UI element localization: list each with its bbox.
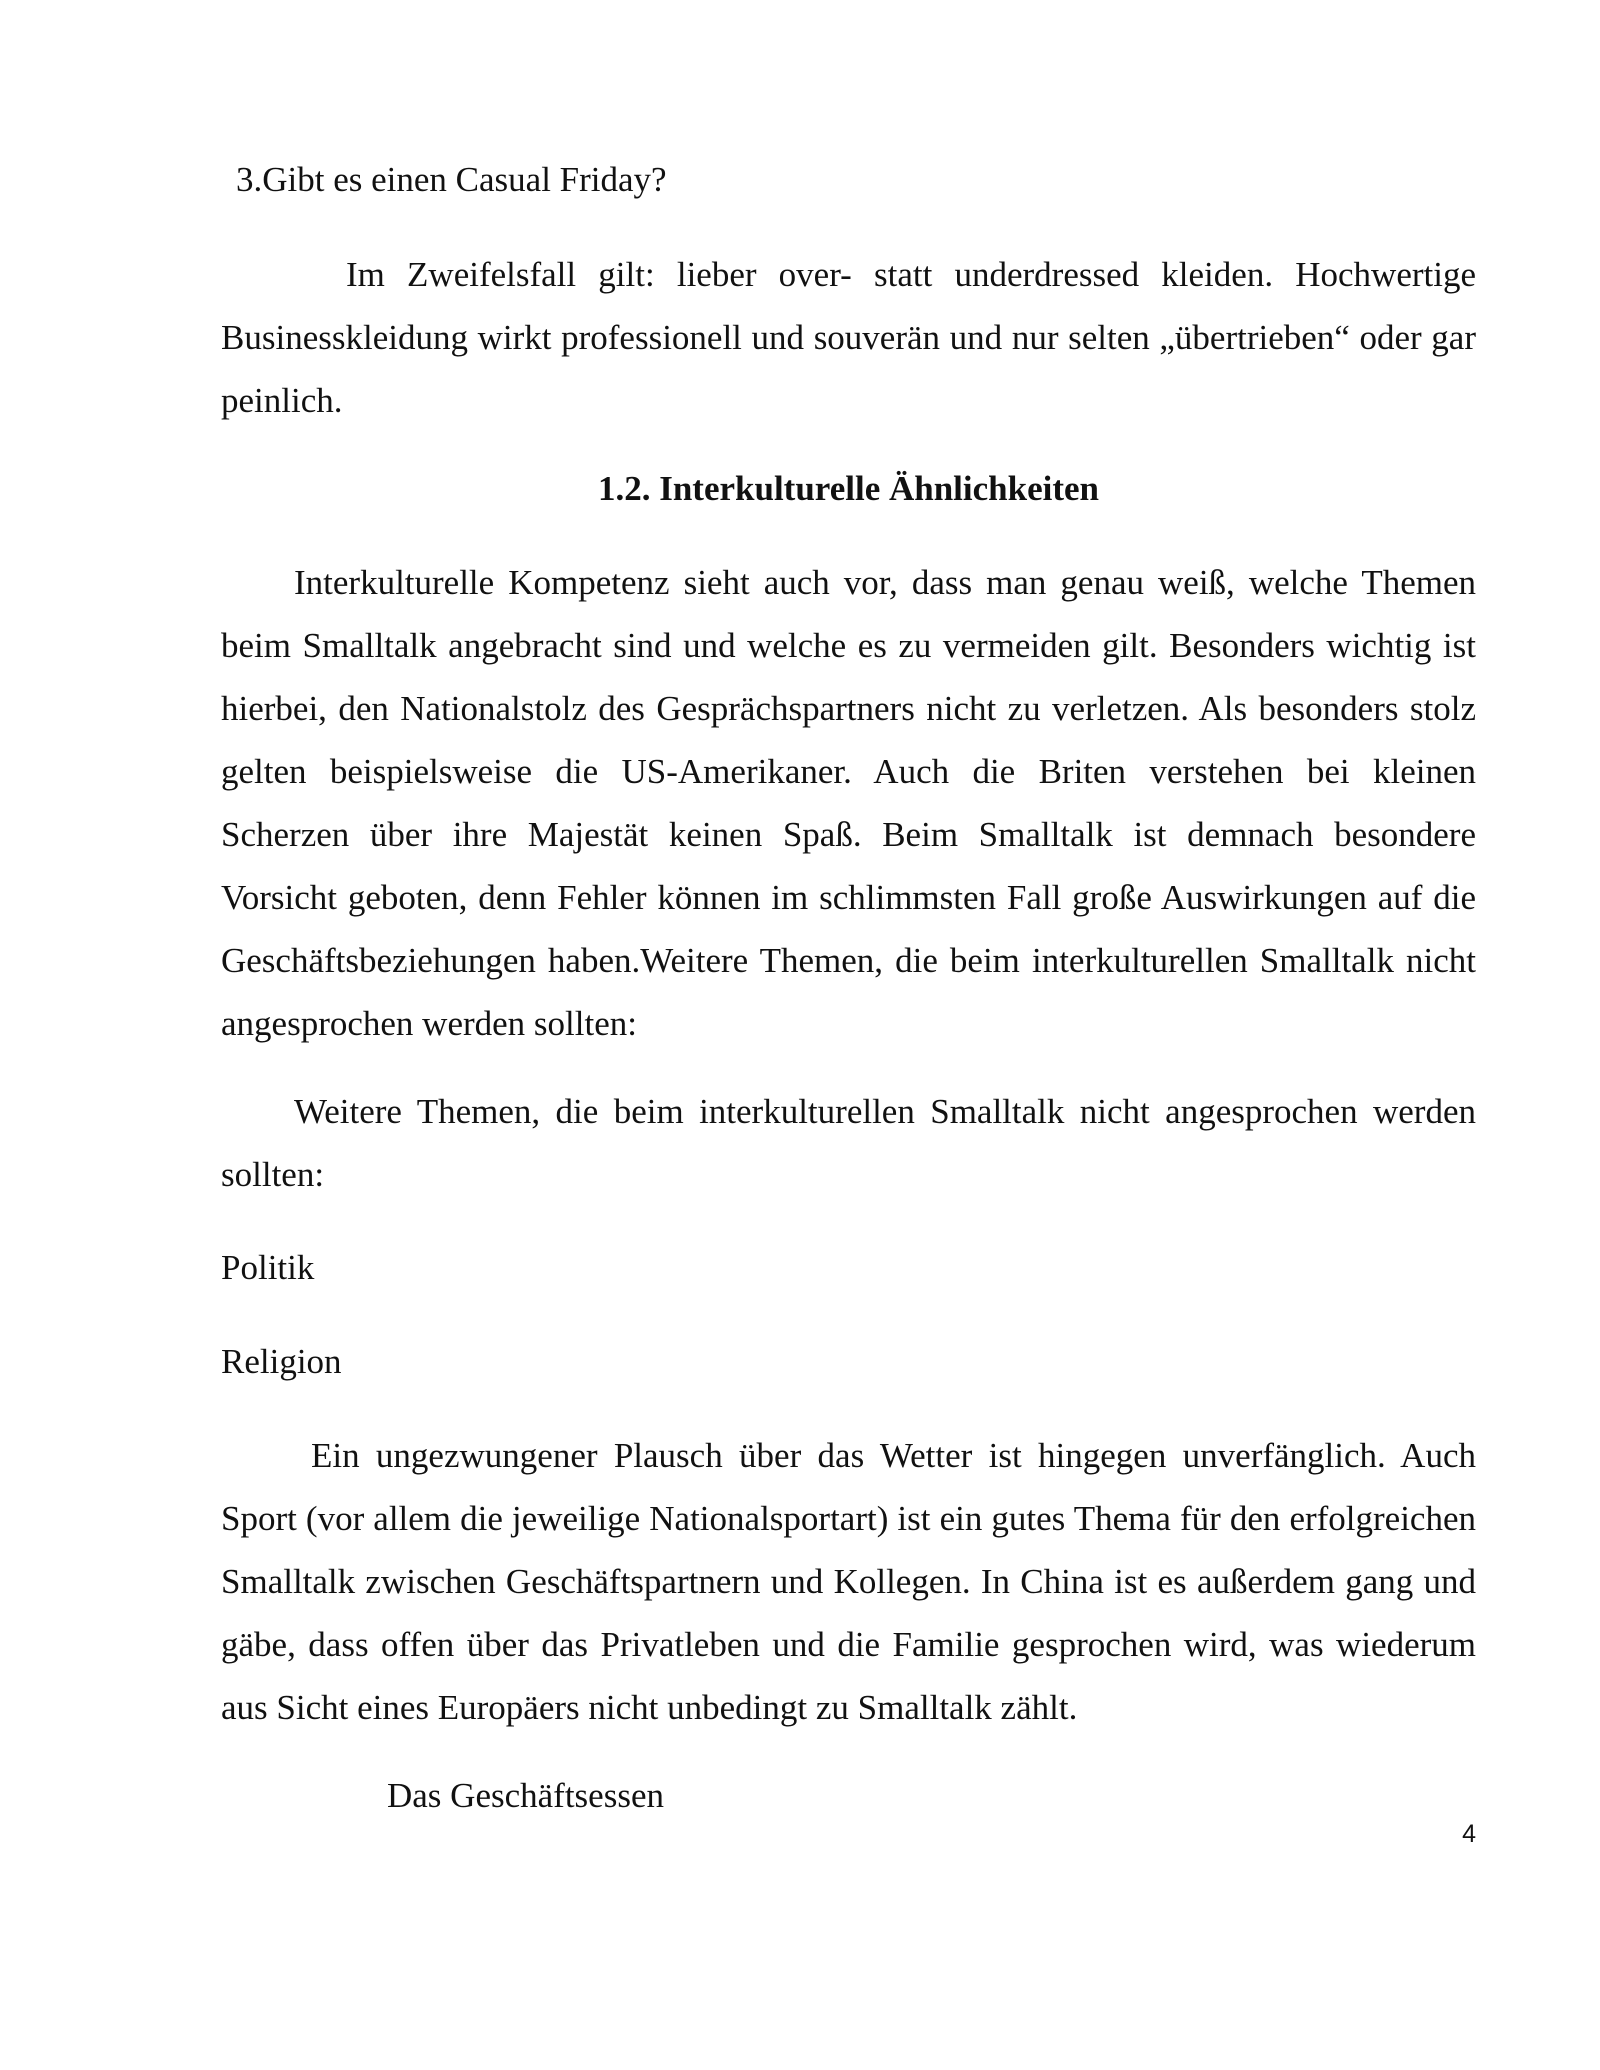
paragraph-topics-intro: Weitere Themen, die beim interkulturellen Smalltalk nicht angesprochen werden sollten: xyxy=(221,1092,1476,1194)
list-item-topic: Politik xyxy=(221,1248,315,1287)
paragraph-intercultural-competence: Interkulturelle Kompetenz sieht auch vor, dass man genau weiß, welche Themen beim Smalltalk angebracht sind und welche es zu vermeiden gilt. Besonders wichtig ist hierbei, den Nationalstolz des Gesprächspartners nicht zu verletzen. Als besonders stolz gelten beispielsweise die US-Amerikaner. Auch die Briten verstehen bei kleinen Scherzen über ihre Majestät keinen Spaß. Beim Smalltalk ist demnach besondere Vorsicht geboten, denn Fehler können im schlimmsten Fall große Auswirkungen auf die Geschäftsbeziehungen haben.Weitere Themen, die beim interkulturellen Smalltalk nicht angesprochen werden sollten: xyxy=(221,563,1476,1043)
paragraph-dress-code: Im Zweifelsfall gilt: lieber over- statt underdressed kleiden. Hochwertige Businesskleidung wirkt professionell und souverän und nur selten „übertrieben“ oder gar peinlich. xyxy=(221,255,1476,420)
page-number: 4 xyxy=(1462,1820,1476,1848)
list-item-topic: Religion xyxy=(221,1342,342,1381)
paragraph-smalltalk-topics: Ein ungezwungener Plausch über das Wetter ist hingegen unverfänglich. Auch Sport (vor allem die jeweilige Nationalsportart) ist ein gutes Thema für den erfolgreichen Smalltalk zwischen Geschäftspartnern und Kollegen. In China ist es außerdem gang und gäbe, dass offen über das Privatleben und die Familie gesprochen wird, was wiederum aus Sicht eines Europäers nicht unbedingt zu Smalltalk zählt. xyxy=(221,1436,1476,1727)
subsection-heading: Das Geschäftsessen xyxy=(387,1776,664,1815)
question-heading: 3.Gibt es einen Casual Friday? xyxy=(236,160,667,199)
section-heading: 1.2. Interkulturelle Ähnlichkeiten xyxy=(597,469,1100,508)
